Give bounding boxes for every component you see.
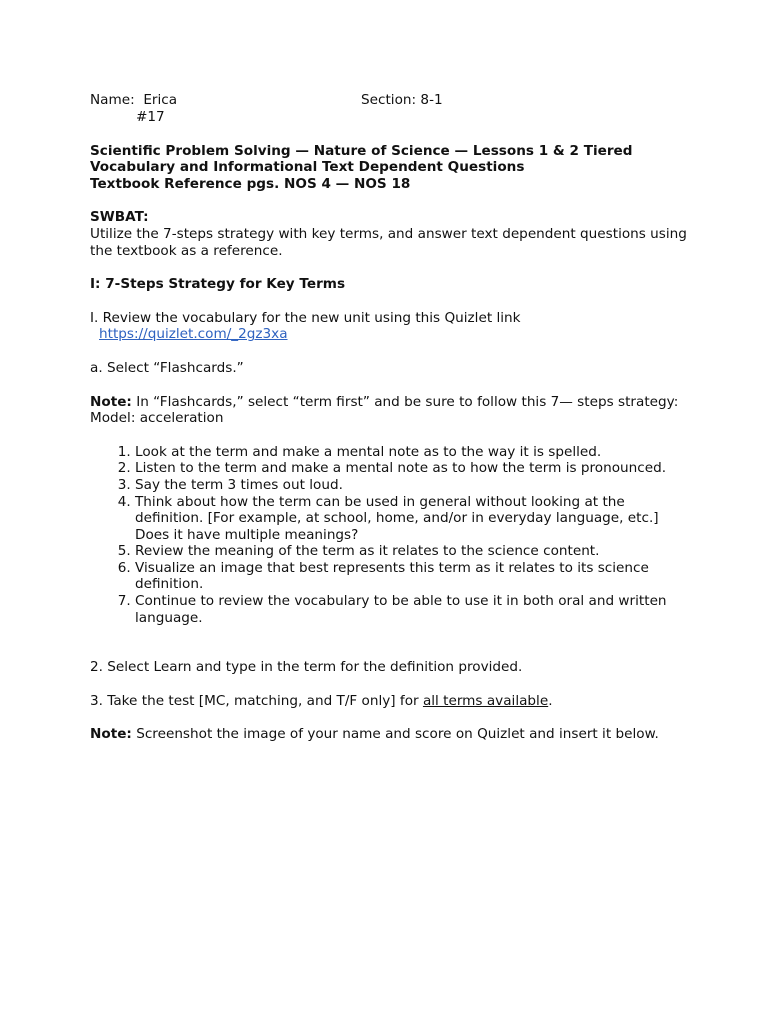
swbat-text: Utilize the 7-steps strategy with key terms, and answer text dependent questions using the textbook as a reference. — [90, 225, 687, 259]
student-name — [90, 92, 177, 109]
list-item: 6. Visualize an image that best represents this term as it relates to its science definition. — [135, 560, 690, 593]
step3-underlined: all terms available — [422, 692, 549, 709]
list-item: 1. Look at the term and make a mental note as to the way it is spelled. — [135, 444, 690, 461]
note2-text: Screenshot the image of your name and score on Quizlet and insert it below. — [131, 726, 659, 743]
student-section — [361, 92, 443, 109]
note-text: In “Flashcards,” select “term first” and be sure to follow this 7— steps strategy: — [131, 393, 679, 410]
quizlet-link-line — [90, 326, 690, 343]
step3-prefix: 3. Take the test [MC, matching, and T/F only] for — [90, 692, 423, 709]
name-value: Erica — [143, 92, 178, 108]
roll-number: #17 — [136, 109, 165, 125]
section-label: Section: — [361, 92, 417, 108]
swbat-heading: SWBAT: — [90, 209, 149, 226]
document-title — [90, 143, 690, 193]
section-value: 8-1 — [420, 92, 443, 108]
step2-text: 2. Select Learn and type in the term for the definition provided. — [90, 659, 523, 676]
seven-steps-list — [90, 444, 690, 627]
title-line-2: Vocabulary and Informational Text Dependent Questions — [90, 159, 525, 176]
list-item: 5. Review the meaning of the term as it relates to the science content. — [135, 543, 690, 560]
step3-suffix: . — [548, 692, 553, 709]
model-text: Model: acceleration — [90, 410, 224, 427]
step3-text — [90, 693, 690, 710]
list-item: 2. Listen to the term and make a mental note as to how the term is pronounced. — [135, 460, 690, 477]
review-text: I. Review the vocabulary for the new unit using this Quizlet link — [90, 309, 521, 326]
note-label: Note: — [90, 393, 132, 410]
name-label: Name: — [90, 92, 135, 108]
title-line-3: Textbook Reference pgs. NOS 4 — NOS 18 — [90, 175, 411, 192]
list-item: 4. Think about how the term can be used in general without looking at the definition. [For example, at school, home, and/or in everyday language, etc.] Does it have multiple meanings? — [135, 494, 690, 544]
note2-label: Note: — [90, 726, 132, 743]
list-item: 3. Say the term 3 times out loud. — [135, 477, 690, 494]
title-line-1: Scientific Problem Solving — Nature of Science — Lessons 1 & 2 Tiered — [90, 142, 633, 159]
note-flashcards — [90, 394, 690, 411]
name-section-row — [90, 92, 690, 109]
note-screenshot — [90, 726, 690, 743]
list-item: 7. Continue to review the vocabulary to be able to use it in both oral and written language. — [135, 593, 690, 626]
select-flashcards: a. Select “Flashcards.” — [90, 359, 244, 376]
document-page — [90, 92, 690, 743]
quizlet-link[interactable]: https://quizlet.com/_2gz3xa — [99, 326, 288, 343]
section1-heading: I: 7-Steps Strategy for Key Terms — [90, 276, 346, 293]
